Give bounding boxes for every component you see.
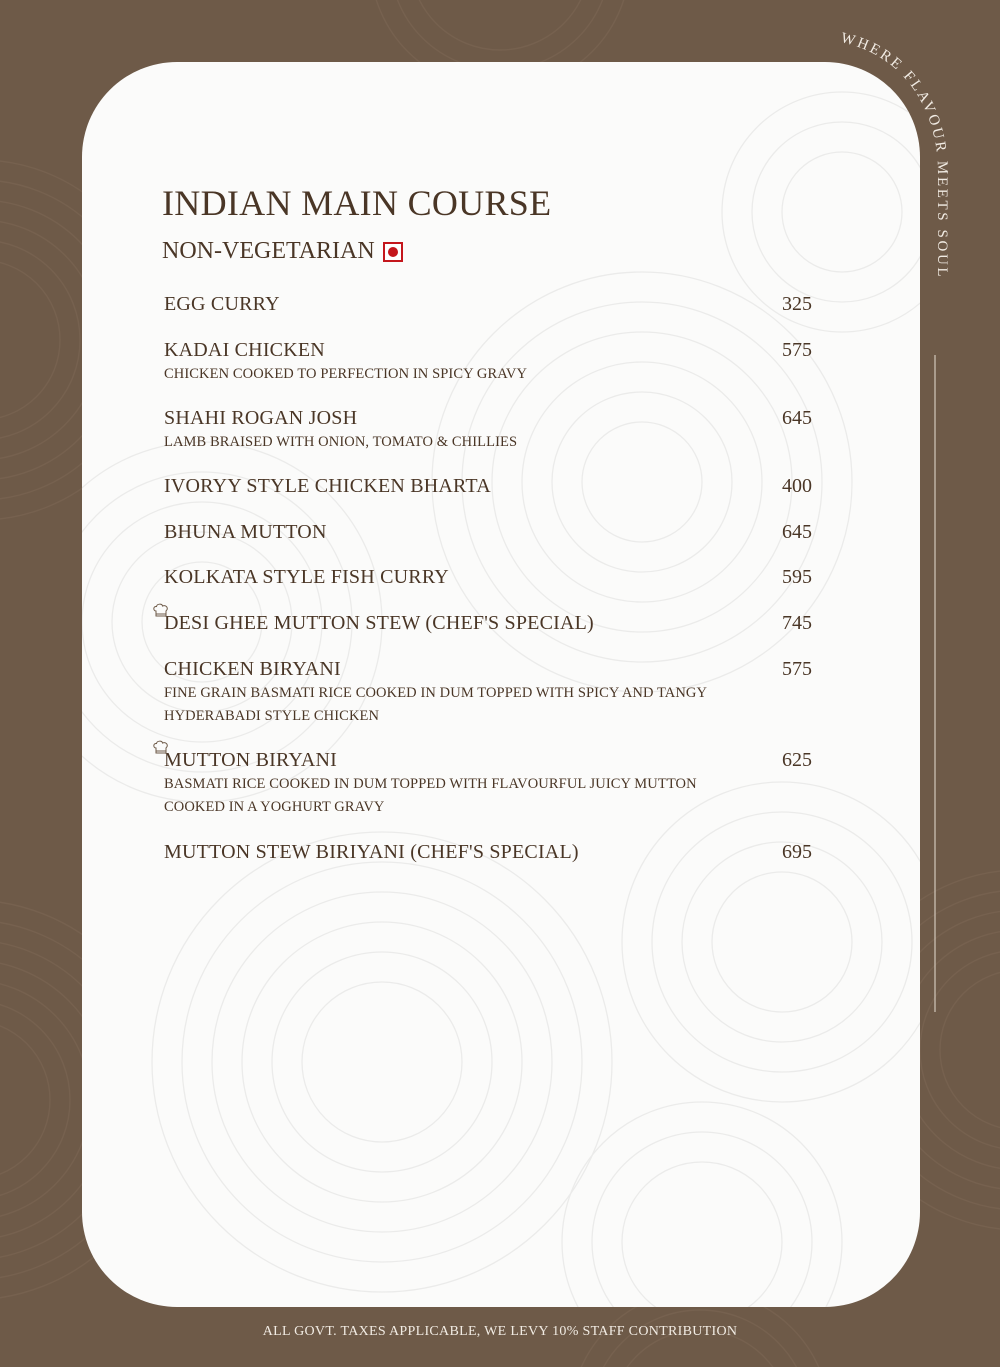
item-description: FINE GRAIN BASMATI RICE COOKED IN DUM TOPPED WITH SPICY AND TANGY HYDERABADI STYLE CHICKEN [164, 685, 707, 724]
menu-item [164, 840, 812, 864]
item-price: 595 [782, 566, 812, 588]
chef-hat-icon [152, 603, 170, 617]
menu-card [82, 62, 920, 1307]
item-name: BHUNA MUTTON [164, 521, 327, 543]
item-name: KOLKATA STYLE FISH CURRY [164, 566, 449, 588]
item-description: BASMATI RICE COOKED IN DUM TOPPED WITH FLAVOURFUL JUICY MUTTON COOKED IN A YOGHURT GRAVY [164, 776, 697, 815]
item-price: 645 [782, 407, 812, 429]
item-name: CHICKEN BIRYANI [164, 658, 341, 680]
item-price: 645 [782, 521, 812, 543]
non-veg-icon [383, 242, 403, 262]
item-name: SHAHI ROGAN JOSH [164, 407, 358, 429]
chef-hat-icon [152, 740, 170, 754]
menu-item [164, 611, 812, 635]
menu-item [164, 657, 812, 728]
item-description: LAMB BRAISED WITH ONION, TOMATO & CHILLIES [164, 434, 518, 450]
item-name: MUTTON BIRYANI [164, 749, 337, 771]
item-price: 625 [782, 749, 812, 771]
page-title: INDIAN MAIN COURSE [162, 183, 552, 223]
item-name: IVORYY STYLE CHICKEN BHARTA [164, 475, 491, 497]
menu-item [164, 474, 812, 498]
item-price: 695 [782, 841, 812, 863]
menu-item [164, 748, 812, 819]
tagline-textpath: WHERE FLAVOUR MEETS SOUL [839, 30, 951, 280]
menu-item [164, 338, 812, 386]
section-subtitle [162, 238, 403, 265]
menu-item [164, 520, 812, 544]
item-price: 575 [782, 658, 812, 680]
item-price: 400 [782, 475, 812, 497]
item-description: CHICKEN COOKED TO PERFECTION IN SPICY GRAVY [164, 366, 528, 382]
item-name: DESI GHEE MUTTON STEW (CHEF'S SPECIAL) [164, 612, 594, 634]
footer-note: ALL GOVT. TAXES APPLICABLE, WE LEVY 10% STAFF CONTRIBUTION [262, 1324, 738, 1339]
item-price: 575 [782, 339, 812, 361]
section-subtitle-label: NON-VEGETARIAN [162, 238, 375, 264]
item-price: 745 [782, 612, 812, 634]
item-name: KADAI CHICKEN [164, 339, 325, 361]
menu-item [164, 292, 812, 316]
item-name: MUTTON STEW BIRIYANI (CHEF'S SPECIAL) [164, 841, 579, 863]
menu-item [164, 406, 812, 454]
menu-item [164, 565, 812, 589]
item-name: EGG CURRY [164, 293, 280, 315]
item-price: 325 [782, 293, 812, 315]
